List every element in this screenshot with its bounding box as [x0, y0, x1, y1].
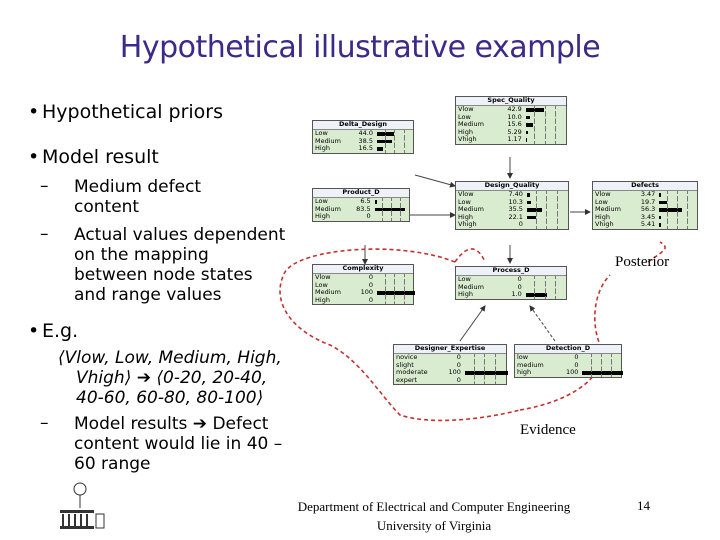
state-probability: 38.5 — [358, 136, 373, 145]
grid-tick — [394, 289, 395, 297]
state-bar-area — [580, 354, 621, 362]
state-bar-area — [524, 129, 566, 137]
state-bar — [465, 371, 508, 375]
node-title: Complexity — [313, 265, 413, 274]
state-bar — [527, 208, 542, 212]
grid-tick — [536, 199, 537, 207]
state-bar-area — [657, 206, 697, 214]
grid-tick — [601, 354, 602, 362]
state-probability: 7.40 — [508, 190, 523, 198]
state-bar-area — [463, 369, 506, 377]
grid-tick — [404, 282, 405, 290]
state-bar-area — [375, 282, 413, 290]
state-bar-area — [580, 362, 621, 370]
grid-tick — [394, 130, 395, 138]
node-body — [313, 274, 413, 304]
state-probability: 56.3 — [640, 205, 656, 213]
grid-tick — [545, 106, 546, 114]
node-state-row — [313, 213, 409, 221]
state-bar-area — [524, 136, 566, 144]
state-probability: 0 — [574, 360, 579, 369]
state-probability: 0 — [456, 375, 461, 384]
node-state-row — [515, 369, 621, 377]
state-name: High — [595, 212, 610, 221]
state-probability: 83.5 — [356, 204, 371, 213]
grid-tick — [687, 206, 688, 214]
grid-tick — [687, 191, 688, 199]
grid-tick — [404, 274, 405, 282]
footer-department: Department of Electrical and Computer Engineering — [297, 499, 571, 514]
node-state-row — [456, 221, 568, 229]
grid-tick — [667, 206, 668, 214]
state-name: Medium — [595, 205, 621, 213]
grid-tick — [382, 206, 383, 214]
state-probability: 22.1 — [508, 212, 523, 221]
state-bar — [659, 216, 660, 220]
node-title: Delta_Design — [313, 121, 413, 130]
node-title: Spec_Quality — [456, 97, 566, 106]
state-name: low — [517, 353, 529, 361]
state-probability: 3.47 — [640, 190, 656, 198]
node-detection-d — [514, 344, 622, 378]
grid-tick — [404, 289, 405, 297]
node-title: Process_D — [456, 267, 566, 276]
grid-tick — [545, 291, 546, 299]
grid-tick — [385, 130, 386, 138]
arrow-expertise-to-process — [460, 306, 485, 341]
state-bar — [526, 123, 533, 127]
grid-tick — [687, 214, 688, 222]
state-bar-area — [525, 199, 568, 207]
state-bar-area — [463, 377, 506, 385]
grid-tick — [555, 114, 556, 122]
state-probability: 0 — [366, 212, 371, 220]
state-name: Low — [458, 112, 471, 121]
state-bar-area — [375, 274, 413, 282]
node-delta-design — [312, 120, 414, 154]
state-bar-area — [373, 198, 409, 206]
arrow-delta-to-design — [415, 175, 455, 186]
sub-line: Actual values dependent — [74, 225, 286, 245]
node-body — [456, 106, 566, 144]
state-bar — [582, 371, 623, 375]
grid-tick — [555, 136, 556, 144]
node-state-row — [456, 291, 566, 299]
sub-line: on the mapping — [74, 245, 209, 265]
sub-line: between node states — [74, 265, 253, 285]
grid-tick — [474, 369, 475, 377]
grid-tick — [534, 136, 535, 144]
grid-tick — [545, 276, 546, 284]
state-bar-area — [657, 214, 697, 222]
state-probability: 0 — [517, 275, 522, 283]
grid-tick — [495, 377, 496, 385]
state-probability: 6.5 — [360, 197, 371, 205]
grid-tick — [546, 221, 547, 229]
node-state-row — [313, 274, 413, 282]
grid-tick — [677, 214, 678, 222]
grid-tick — [677, 221, 678, 229]
state-name: High — [458, 127, 473, 136]
state-probability: 19.7 — [640, 197, 656, 206]
sub-dash: – — [40, 224, 49, 244]
node-state-row — [593, 221, 697, 229]
grid-tick — [611, 354, 612, 362]
node-complexity — [312, 264, 414, 305]
grid-tick — [687, 221, 688, 229]
grid-tick — [404, 145, 405, 153]
state-bar-area — [375, 289, 413, 297]
state-name: Medium — [315, 204, 341, 213]
node-spec-quality — [455, 96, 567, 145]
state-probability: 44.0 — [358, 129, 373, 137]
example-line: 40-60, 60-80, 80-100⟩ — [76, 388, 264, 408]
grid-tick — [385, 274, 386, 282]
state-bar-area — [373, 206, 409, 214]
state-name: Medium — [315, 136, 341, 145]
state-bar — [526, 116, 530, 120]
state-probability: 100 — [448, 368, 461, 376]
page-number: 14 — [637, 498, 650, 513]
grid-tick — [484, 354, 485, 362]
grid-tick — [391, 206, 392, 214]
grid-tick — [546, 214, 547, 222]
grid-tick — [591, 362, 592, 370]
grid-tick — [385, 297, 386, 305]
grid-tick — [391, 213, 392, 221]
state-bar-area — [657, 191, 697, 199]
grid-tick — [591, 369, 592, 377]
grid-tick — [400, 206, 401, 214]
grid-tick — [545, 121, 546, 129]
state-probability: 3.45 — [640, 212, 656, 221]
grid-tick — [557, 199, 558, 207]
state-probability: 16.5 — [358, 144, 373, 152]
state-name: Vhigh — [595, 220, 614, 228]
posterior-label: Posterior — [615, 254, 670, 270]
state-probability: 100 — [360, 288, 373, 296]
state-bar-area — [375, 297, 413, 305]
bullet-eg-text: E.g. — [42, 320, 79, 342]
node-body — [394, 354, 506, 384]
state-bar-area — [525, 191, 568, 199]
state-bar-area — [524, 114, 566, 122]
grid-tick — [555, 276, 556, 284]
grid-tick — [545, 136, 546, 144]
grid-tick — [555, 121, 556, 129]
state-probability: 100 — [566, 368, 579, 376]
grid-tick — [534, 114, 535, 122]
state-probability: 35.5 — [508, 205, 523, 213]
state-bar-area — [524, 121, 566, 129]
grid-tick — [557, 206, 558, 214]
grid-tick — [667, 199, 668, 207]
grid-tick — [495, 362, 496, 370]
state-name: Vlow — [595, 190, 611, 198]
state-bar — [659, 193, 660, 197]
state-name: Vhigh — [458, 220, 477, 228]
grid-tick — [677, 206, 678, 214]
state-name: Low — [315, 280, 328, 289]
grid-tick — [404, 297, 405, 305]
slide-title: Hypothetical illustrative example — [119, 30, 601, 65]
state-bar-area — [524, 284, 566, 292]
bullet-dot-icon: • — [28, 101, 40, 123]
grid-tick — [394, 145, 395, 153]
node-body — [456, 276, 566, 299]
state-bar-area — [463, 362, 506, 370]
node-product-d — [312, 188, 410, 222]
grid-tick — [400, 213, 401, 221]
grid-tick — [382, 198, 383, 206]
grid-tick — [385, 289, 386, 297]
grid-tick — [545, 129, 546, 137]
grid-tick — [546, 199, 547, 207]
grid-tick — [394, 138, 395, 146]
grid-tick — [495, 354, 496, 362]
state-name: Vlow — [458, 105, 474, 113]
state-bar-area — [657, 221, 697, 229]
state-name: Low — [315, 129, 328, 137]
state-name: expert — [396, 375, 418, 384]
university-logo-icon — [56, 480, 106, 532]
node-body — [593, 191, 697, 229]
grid-tick — [555, 106, 556, 114]
grid-tick — [601, 369, 602, 377]
grid-tick — [677, 191, 678, 199]
state-bar-area — [580, 369, 621, 377]
node-title: Product_D — [313, 189, 409, 198]
state-probability: 0 — [368, 273, 373, 281]
grid-tick — [534, 291, 535, 299]
state-bar-area — [657, 199, 697, 207]
grid-tick — [555, 129, 556, 137]
state-name: moderate — [396, 368, 428, 376]
state-name: novice — [396, 353, 418, 361]
state-bar — [659, 201, 667, 205]
state-probability: 10.3 — [508, 197, 523, 206]
state-bar — [659, 208, 681, 212]
node-state-row — [313, 145, 413, 153]
state-name: Low — [595, 197, 608, 206]
sub-dash: – — [40, 176, 49, 196]
state-name: medium — [517, 360, 544, 369]
state-probability: 1.17 — [507, 135, 522, 143]
state-bar — [526, 293, 547, 297]
grid-tick — [385, 145, 386, 153]
state-name: High — [315, 295, 330, 304]
footer — [278, 497, 590, 535]
state-bar — [375, 200, 377, 204]
grid-tick — [534, 284, 535, 292]
evidence-label: Evidence — [520, 422, 576, 438]
example-line: Vhigh⟩ ➔ ⟨0-20, 20-40, — [76, 368, 268, 388]
state-probability: 0 — [574, 353, 579, 361]
state-probability: 0 — [518, 220, 523, 228]
state-bar-area — [463, 354, 506, 362]
grid-tick — [495, 369, 496, 377]
grid-tick — [677, 199, 678, 207]
grid-tick — [484, 362, 485, 370]
grid-tick — [546, 191, 547, 199]
state-bar — [526, 131, 528, 135]
grid-tick — [534, 276, 535, 284]
grid-tick — [534, 129, 535, 137]
state-bar-area — [524, 106, 566, 114]
grid-tick — [484, 377, 485, 385]
state-bar-area — [373, 213, 409, 221]
node-defects — [592, 181, 698, 230]
node-body — [313, 130, 413, 153]
sub-line: Medium defect — [74, 177, 202, 197]
grid-tick — [394, 297, 395, 305]
bullet-dot-icon: • — [28, 320, 40, 342]
node-state-row — [313, 297, 413, 305]
sub-line: content — [74, 197, 140, 217]
node-title: Defects — [593, 182, 697, 191]
state-name: Vlow — [315, 273, 331, 281]
state-name: Low — [458, 275, 471, 283]
node-title: Design_Quality — [456, 182, 568, 191]
grid-tick — [667, 221, 668, 229]
state-probability: 0 — [456, 353, 461, 361]
node-title: Detection_D — [515, 345, 621, 354]
state-name: Medium — [315, 288, 341, 296]
grid-tick — [385, 282, 386, 290]
node-design-quality — [455, 181, 569, 230]
state-bar — [377, 147, 383, 151]
node-designer-expertise — [393, 344, 507, 385]
node-body — [515, 354, 621, 377]
state-name: Vlow — [458, 190, 474, 198]
grid-tick — [536, 206, 537, 214]
state-bar-area — [525, 221, 568, 229]
grid-tick — [474, 377, 475, 385]
state-name: Vhigh — [458, 135, 477, 143]
grid-tick — [385, 138, 386, 146]
arrow-detection-to-process — [530, 306, 555, 341]
grid-tick — [687, 199, 688, 207]
grid-tick — [611, 362, 612, 370]
state-probability: 42.9 — [507, 105, 522, 113]
state-probability: 5.41 — [640, 220, 656, 228]
state-bar-area — [524, 276, 566, 284]
grid-tick — [404, 138, 405, 146]
node-title: Designer_Expertise — [394, 345, 506, 354]
state-probability: 1.0 — [511, 290, 522, 298]
grid-tick — [536, 221, 537, 229]
grid-tick — [400, 198, 401, 206]
state-name: High — [458, 290, 473, 298]
grid-tick — [557, 191, 558, 199]
state-bar — [527, 193, 530, 197]
node-process-d — [455, 266, 567, 300]
node-state-row — [394, 377, 506, 385]
state-bar — [377, 291, 415, 295]
state-bar-area — [375, 130, 413, 138]
node-body — [456, 191, 568, 229]
grid-tick — [545, 114, 546, 122]
state-bar-area — [375, 138, 413, 146]
state-name: high — [517, 368, 532, 376]
sub-line: 60 range — [74, 454, 151, 474]
state-probability: 0 — [517, 282, 522, 291]
grid-tick — [474, 362, 475, 370]
state-bar — [659, 223, 661, 227]
state-probability: 10.0 — [507, 112, 522, 121]
state-name: Low — [315, 197, 328, 205]
state-name: High — [315, 212, 330, 220]
grid-tick — [484, 369, 485, 377]
grid-tick — [394, 282, 395, 290]
sub-line: and range values — [74, 285, 222, 305]
bullet-model-text: Model result — [42, 146, 159, 168]
state-probability: 0 — [368, 295, 373, 304]
grid-tick — [534, 121, 535, 129]
sub-dash: – — [40, 413, 49, 433]
state-name: High — [458, 212, 473, 221]
sub-line: Model results ➔ Defect — [74, 414, 269, 434]
grid-tick — [611, 369, 612, 377]
state-name: High — [315, 144, 330, 152]
grid-tick — [667, 191, 668, 199]
grid-tick — [591, 354, 592, 362]
grid-tick — [474, 354, 475, 362]
example-line: ⟨Vlow, Low, Medium, High, — [58, 348, 282, 368]
grid-tick — [601, 362, 602, 370]
state-probability: 0 — [368, 280, 373, 289]
grid-tick — [557, 221, 558, 229]
state-bar-area — [525, 206, 568, 214]
state-probability: 15.6 — [507, 120, 522, 128]
grid-tick — [536, 214, 537, 222]
state-name: Medium — [458, 120, 484, 128]
state-bar-area — [525, 214, 568, 222]
footer-university: University of Virginia — [376, 518, 492, 533]
grid-tick — [382, 213, 383, 221]
state-bar-area — [375, 145, 413, 153]
state-name: Medium — [458, 282, 484, 291]
grid-tick — [555, 284, 556, 292]
state-name: Medium — [458, 205, 484, 213]
grid-tick — [534, 106, 535, 114]
grid-tick — [545, 284, 546, 292]
grid-tick — [546, 206, 547, 214]
grid-tick — [555, 291, 556, 299]
node-state-row — [456, 136, 566, 144]
grid-tick — [391, 198, 392, 206]
grid-tick — [667, 214, 668, 222]
bullet-priors-text: Hypothetical priors — [42, 101, 224, 123]
sub-line: content would lie in 40 – — [74, 434, 283, 454]
state-name: Low — [458, 197, 471, 206]
bullet-dot-icon: • — [28, 146, 40, 168]
state-bar-area — [524, 291, 566, 299]
state-name: slight — [396, 360, 414, 369]
grid-tick — [394, 274, 395, 282]
grid-tick — [404, 130, 405, 138]
state-probability: 5.29 — [507, 127, 522, 136]
grid-tick — [557, 214, 558, 222]
node-body — [313, 198, 409, 221]
evidence-loop-top — [455, 249, 485, 262]
state-probability: 0 — [456, 360, 461, 369]
state-bar — [527, 201, 531, 205]
grid-tick — [536, 191, 537, 199]
